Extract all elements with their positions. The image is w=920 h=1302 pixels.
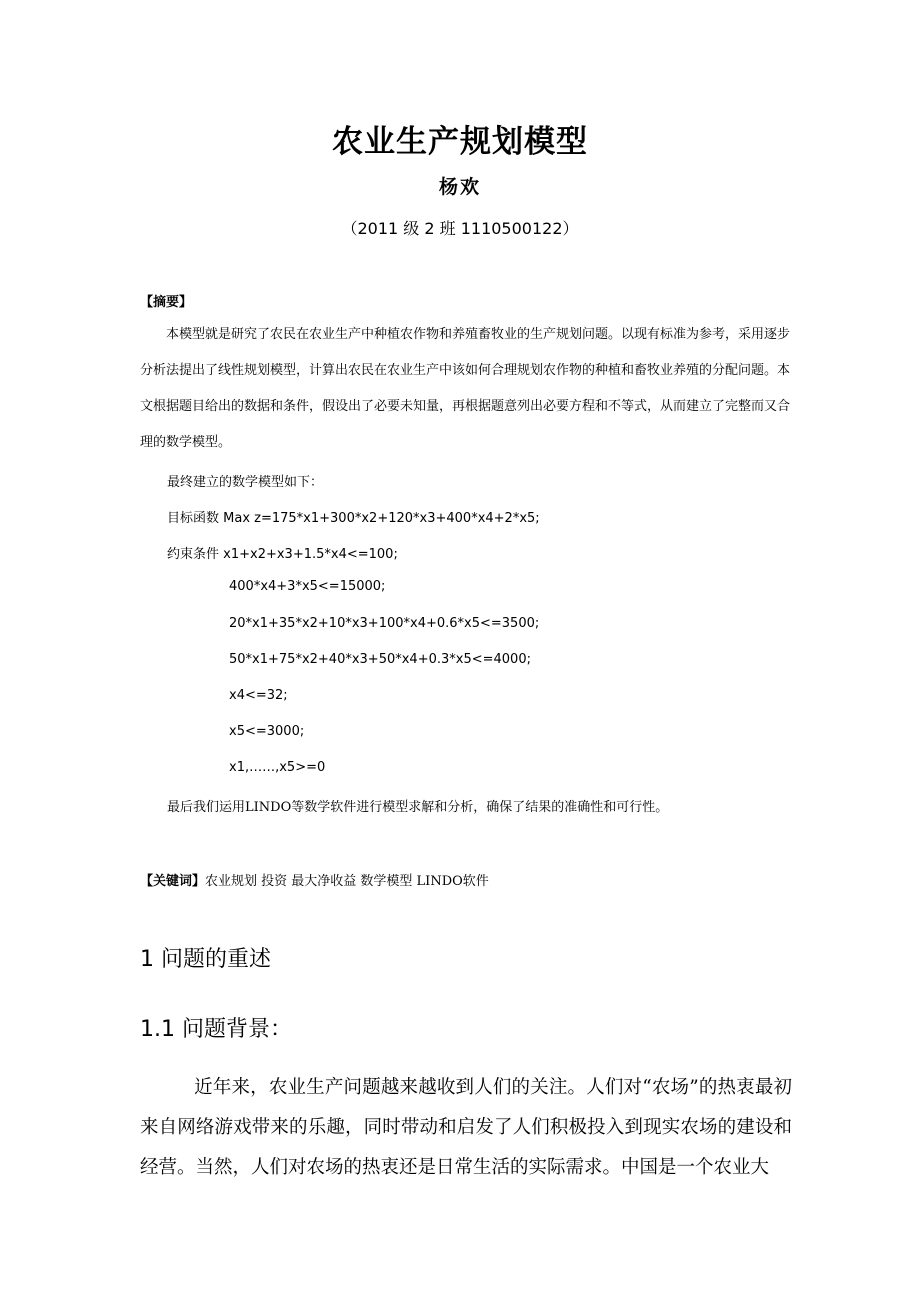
- constraint-3: 20*x1+35*x2+10*x3+100*x4+0.6*x5<=3500;: [229, 616, 540, 631]
- body-paragraph: [140, 1068, 792, 1188]
- constraint-2: 400*x4+3*x5<=15000;: [229, 579, 386, 594]
- constraint-6: x5<=3000;: [229, 724, 305, 739]
- section-heading: 1 问题的重述: [140, 947, 271, 972]
- keywords-heading: 【关键词】: [140, 874, 206, 889]
- constraint-4: 50*x1+75*x2+40*x3+50*x4+0.3*x5<=4000;: [229, 652, 531, 667]
- constraint-7: x1,……,x5>=0: [229, 760, 326, 775]
- author-name: 杨欢: [438, 176, 481, 198]
- abstract-paragraph: [140, 317, 790, 461]
- objective-label: 目标函数: [167, 511, 224, 526]
- constraints-line: [167, 543, 398, 562]
- constraint-1: x1+x2+x3+1.5*x4<=100;: [223, 547, 398, 562]
- paper-title: 农业生产规划模型: [332, 124, 588, 160]
- objective-line: [167, 507, 540, 526]
- constraints-label: 约束条件: [167, 547, 224, 562]
- constraint-5: x4<=32;: [229, 688, 288, 703]
- body-text: 近年来，农业生产问题越来越收到人们的关注。人们对“农场”的热衷最初来自网络游戏带来的乐趣，同时带动和启发了人们积极投入到现实农场的建设和经营。当然，人们对农场的热衷还是日常生活的实际需求。中国是一个农业大: [140, 1077, 792, 1178]
- abstract-conclusion: 最后我们运用LINDO等数学软件进行模型求解和分析，确保了结果的准确性和可行性。: [167, 800, 669, 815]
- abstract-heading: 【摘要】: [140, 295, 193, 310]
- abstract-text: 本模型就是研究了农民在农业生产中种植农作物和养殖畜牧业的生产规划问题。以现有标准为参考，采用逐步分析法提出了线性规划模型，计算出农民在农业生产中该如何合理规划农作物的种植和畜牧业养殖的分配问题。本文根据题目给出的数据和条件，假设出了必要未知量，再根据题意列出必要方程和不等式，从而建立了完整而又合理的数学模型。: [140, 327, 791, 450]
- author-affiliation: （2011 级 2 班 1110500122）: [341, 219, 579, 238]
- objective-function: Max z=175*x1+300*x2+120*x3+400*x4+2*x5;: [223, 511, 540, 526]
- keywords-text: 农业规划 投资 最大净收益 数学模型 LINDO软件: [205, 874, 489, 889]
- subsection-heading: 1.1 问题背景：: [140, 1017, 292, 1042]
- model-intro: 最终建立的数学模型如下：: [167, 475, 324, 490]
- keywords-line: [140, 870, 489, 889]
